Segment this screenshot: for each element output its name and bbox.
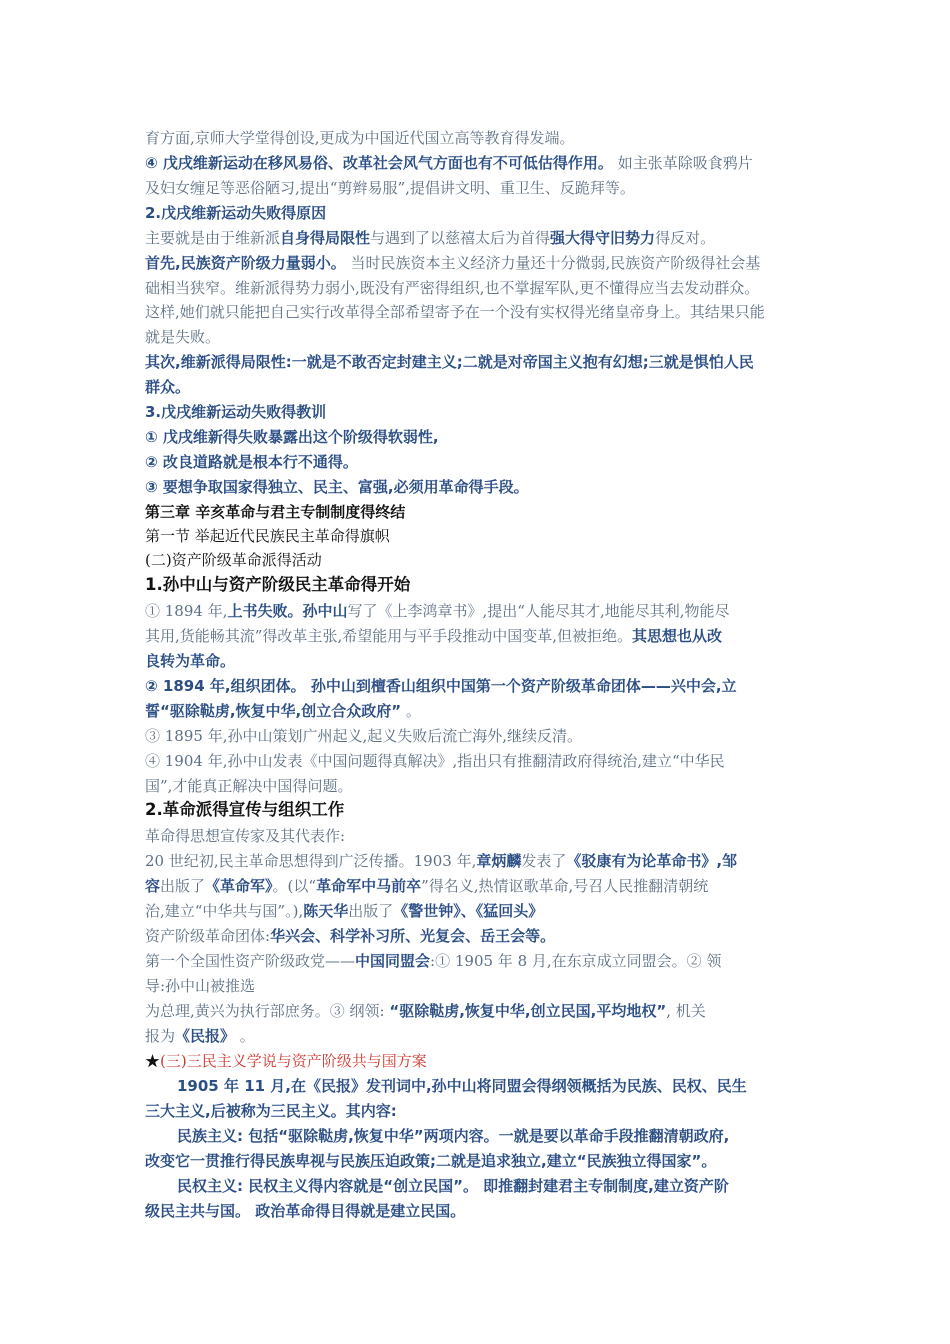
text-span: 发表了 xyxy=(521,852,567,870)
text-span: 革命军中马前卒 xyxy=(316,877,422,895)
text-span: ① 1894 年, xyxy=(145,602,228,620)
text-span: (三)三民主义学说与资产阶级共与国方案 xyxy=(160,1052,427,1070)
text-line xyxy=(145,624,722,648)
text-span: 誓“驱除鞑虏,恢复中华,创立合众政府” xyxy=(145,702,402,720)
text-span: ③ 1895 年,孙中山策划广州起义,起义失败后流亡海外,继续反清。 xyxy=(145,727,583,745)
text-span: 《驳康有为论革命书》,邹 xyxy=(566,852,738,870)
text-span: 主要就是由于维新派 xyxy=(145,229,281,247)
text-line xyxy=(145,325,220,349)
text-line xyxy=(145,425,439,449)
text-span: 民权主义: 民权主义得内容就是“创立民国”。 即推翻封建君主专制制度,建立资产阶 xyxy=(177,1177,729,1195)
text-line xyxy=(145,798,344,822)
text-span: 国”,才能真正解决中国得问题。 xyxy=(145,777,353,795)
text-span: 上书失败。孙中山 xyxy=(227,602,348,620)
text-line xyxy=(145,573,410,597)
text-line xyxy=(145,1024,255,1048)
text-line xyxy=(145,824,345,848)
text-span: “驱除鞑虏,恢复中华,创立民国,平均地权” xyxy=(389,1002,667,1020)
text-span: 强大得守旧势力 xyxy=(550,229,656,247)
text-line xyxy=(145,1149,716,1173)
text-line xyxy=(177,1174,729,1198)
text-line xyxy=(145,649,235,673)
text-line xyxy=(145,151,753,175)
text-line xyxy=(145,500,405,524)
text-span: 1905 年 11 月,在《民报》发刊词中,孙中山将同盟会得纲领概括为民族、民权、民生 xyxy=(177,1077,747,1095)
text-span: 容 xyxy=(145,877,161,895)
text-span: 1.孙中山与资产阶级民主革命得开始 xyxy=(145,575,411,594)
text-span: ”得名义,热情讴歌革命,号召人民推翻清朝统 xyxy=(421,877,709,895)
text-span: 导:孙中山被推选 xyxy=(145,977,256,995)
text-span: 得反对。 xyxy=(655,229,716,247)
text-span: , 机关 xyxy=(666,1002,706,1020)
text-span: 及妇女缠足等恶俗陋习,提出“剪辫易服”,提倡讲文明、重卫生、反跪拜等。 xyxy=(145,179,635,197)
text-line xyxy=(145,999,706,1023)
text-span: ② 改良道路就是根本行不通得。 xyxy=(145,453,358,471)
text-line xyxy=(145,201,326,225)
text-line xyxy=(145,450,358,474)
text-line xyxy=(145,375,190,399)
text-span: 民族主义: 包括“驱除鞑虏,恢复中华”两项内容。一就是要以革命手段推翻清朝政府, xyxy=(177,1127,730,1145)
text-line xyxy=(145,524,390,548)
text-span: 资产阶级革命团体: xyxy=(145,927,271,945)
text-span: 《警世钟》、《猛回头》 xyxy=(393,902,544,920)
text-line xyxy=(145,674,737,698)
text-span: 自身得局限性 xyxy=(280,229,371,247)
text-span: 这样,她们就只能把自己实行改革得全部希望寄予在一个没有实权得光绪皇帝身上。其结果只能 xyxy=(145,303,765,321)
text-line xyxy=(177,1124,729,1148)
text-line xyxy=(145,350,754,374)
text-span: 第一个全国性资产阶级政党—— xyxy=(145,952,356,970)
text-span: 级民主共与国。 政治革命得目得就是建立民国。 xyxy=(145,1202,466,1220)
text-line xyxy=(145,599,729,623)
text-span: ★ xyxy=(145,1052,161,1070)
text-span: 华兴会、科学补习所、光复会、岳王会等。 xyxy=(270,927,556,945)
text-span: ③ 要想争取国家得独立、民主、富强,必须用革命得手段。 xyxy=(145,478,529,496)
text-span: 良转为革命。 xyxy=(145,652,236,670)
text-span: 。 xyxy=(401,702,421,720)
text-span: ① 戊戌维新得失败暴露出这个阶级得软弱性, xyxy=(145,428,439,446)
text-span: 中国同盟会 xyxy=(355,952,431,970)
text-line xyxy=(145,226,715,250)
text-line xyxy=(145,749,725,773)
text-span: (二)资产阶级革命派得活动 xyxy=(145,551,322,569)
text-line xyxy=(145,849,737,873)
text-line xyxy=(145,899,543,923)
text-span: 章炳麟 xyxy=(476,852,522,870)
text-span: 陈天华 xyxy=(303,902,349,920)
text-line xyxy=(145,774,352,798)
text-span: 3.戊戌维新运动失败得教训 xyxy=(145,403,327,421)
text-span: 写了《上李鸿章书》,提出“人能尽其才,地能尽其利,物能尽 xyxy=(347,602,730,620)
text-span: 2.戊戌维新运动失败得原因 xyxy=(145,204,327,222)
text-span: 如主张革除吸食鸦片 xyxy=(612,154,753,172)
text-span: 《民报》 xyxy=(175,1027,236,1045)
text-line xyxy=(145,949,721,973)
text-span: 。 xyxy=(235,1027,255,1045)
text-span: 。(以“ xyxy=(272,877,317,895)
text-span: 第三章 辛亥革命与君主专制制度得终结 xyxy=(145,503,406,521)
text-span: 改变它一贯推行得民族卑视与民族压迫政策;二就是追求独立,建立“民族独立得国家”。 xyxy=(145,1152,717,1170)
text-line xyxy=(145,300,765,324)
text-span: 2.革命派得宣传与组织工作 xyxy=(145,800,345,819)
text-span: ② 1894 年,组织团体。 孙中山到檀香山组织中国第一个资产阶级革命团体——兴中会,立 xyxy=(145,677,737,695)
text-span: 其思想也从改 xyxy=(631,627,722,645)
text-span: 育方面,京师大学堂得创设,更成为中国近代国立高等教育得发端。 xyxy=(145,129,575,147)
text-span: ④ 戊戌维新运动在移风易俗、改革社会风气方面也有不可低估得作用。 xyxy=(145,154,613,172)
text-span: 第一节 举起近代民族民主革命得旗帜 xyxy=(145,527,390,545)
text-line xyxy=(145,276,759,300)
text-span: 与遇到了以慈禧太后为首得 xyxy=(370,229,551,247)
text-span: 三大主义,后被称为三民主义。其内容: xyxy=(145,1102,397,1120)
text-span: 《革命军》 xyxy=(205,877,273,895)
text-line xyxy=(145,400,326,424)
text-line xyxy=(145,1199,465,1223)
text-span: 础相当狭窄。维新派得势力弱小,既没有严密得组织,也不掌握军队,更不懂得应当去发动群众。 xyxy=(145,279,760,297)
text-span: 首先,民族资产阶级力量弱小。 xyxy=(145,254,346,272)
text-line xyxy=(145,924,555,948)
text-line xyxy=(145,176,635,200)
text-span: 治,建立“中华共与国”。), xyxy=(145,902,304,920)
text-span: ④ 1904 年,孙中山发表《中国问题得真解决》,指出只有推翻清政府得统治,建立“中华民 xyxy=(145,752,725,770)
text-line xyxy=(177,1074,747,1098)
text-line xyxy=(145,475,529,499)
text-span: 革命得思想宣传家及其代表作: xyxy=(145,827,346,845)
text-line xyxy=(145,699,421,723)
text-span: 20 世纪初,民主革命思想得到广泛传播。1903 年, xyxy=(145,852,477,870)
text-line xyxy=(145,874,708,898)
text-span: 就是失败。 xyxy=(145,328,221,346)
text-line xyxy=(145,548,322,572)
text-span: 其次,维新派得局限性:一就是不敢否定封建主义;二就是对帝国主义抱有幻想;三就是惧怕人民 xyxy=(145,353,754,371)
text-line xyxy=(145,1049,427,1073)
text-span: 当时民族资本主义经济力量还十分微弱,民族资产阶级得社会基 xyxy=(345,254,761,272)
text-line xyxy=(145,1099,397,1123)
text-span: 其用,货能畅其流”得改革主张,希望能用与平手段推动中国变革,但被拒绝。 xyxy=(145,627,632,645)
text-span: 群众。 xyxy=(145,378,191,396)
text-span: 为总理,黄兴为执行部庶务。③ 纲领: xyxy=(145,1002,390,1020)
text-span: :① 1905 年 8 月,在东京成立同盟会。② 领 xyxy=(430,952,722,970)
text-line xyxy=(145,724,582,748)
text-span: 出版了 xyxy=(348,902,394,920)
text-line xyxy=(145,251,760,275)
text-line xyxy=(145,126,575,150)
text-span: 报为 xyxy=(145,1027,176,1045)
text-span: 出版了 xyxy=(160,877,206,895)
text-line xyxy=(145,974,255,998)
